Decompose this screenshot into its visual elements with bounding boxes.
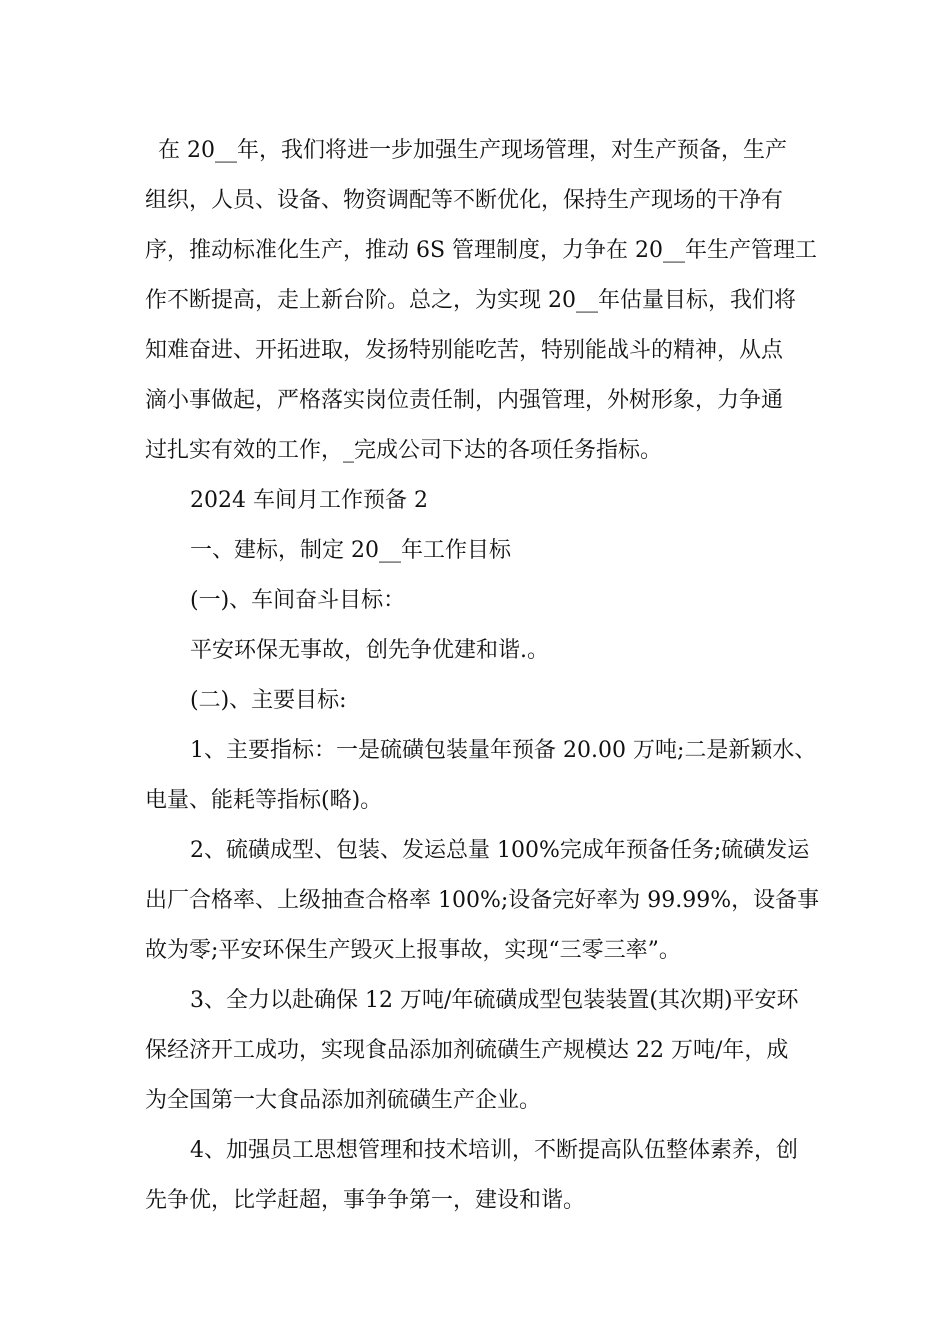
text-line: 滴小事做起，严格落实岗位责任制，内强管理，外树形象，力争通: [145, 388, 784, 413]
heading-text: (二)、主要目标:: [190, 688, 347, 713]
text-line: 电量、能耗等指标(略)。: [145, 788, 383, 813]
text-line: 保经济开工成功，实现食品添加剂硫磺生产规模达 22 万吨/年，成: [145, 1038, 789, 1063]
text-line: 出厂合格率、上级抽查合格率 100%;设备完好率为 99.99%，设备事: [145, 888, 820, 913]
text-line: 平安环保无事故，创先争优建和谐.。: [190, 638, 549, 663]
text-line: 为全国第一大食品添加剂硫磺生产企业。: [145, 1088, 542, 1113]
text-line: 4、加强员工思想管理和技术培训，不断提高队伍整体素养，创: [190, 1138, 798, 1163]
text-line: 作不断提高，走上新台阶。总之，为实现 20__年估量目标，我们将: [145, 288, 796, 313]
text-line: 知难奋进、开拓进取，发扬特别能吃苦，特别能战斗的精神，从点: [145, 338, 784, 363]
heading-text: 一、建标，制定 20__年工作目标: [190, 538, 511, 563]
text-line: 3、全力以赴确保 12 万吨/年硫磺成型包装装置(其次期)平安环: [190, 988, 799, 1013]
text-line: 组织，人员、设备、物资调配等不断优化，保持生产现场的干净有: [145, 188, 784, 213]
text-line: 1、主要指标：一是硫磺包装量年预备 20.00 万吨;二是新颖水、: [190, 738, 817, 763]
text-line: 先争优，比学赶超，事争争第一，建设和谐。: [145, 1188, 586, 1213]
text-line: 序，推动标准化生产，推动 6S 管理制度，力争在 20__年生产管理工: [145, 238, 818, 263]
heading-text: (一)、车间奋斗目标：: [190, 588, 406, 613]
text-line: 2、硫磺成型、包装、发运总量 100%完成年预备任务;硫磺发运: [190, 838, 810, 863]
text-line: 在 20__年，我们将进一步加强生产现场管理，对生产预备，生产: [158, 138, 787, 163]
text-line: 过扎实有效的工作，_完成公司下达的各项任务指标。: [145, 438, 663, 463]
text-line: 故为零;平安环保生产毁灭上报事故，实现“三零三率”。: [145, 938, 681, 963]
heading-text: 2024 车间月工作预备 2: [190, 488, 428, 513]
